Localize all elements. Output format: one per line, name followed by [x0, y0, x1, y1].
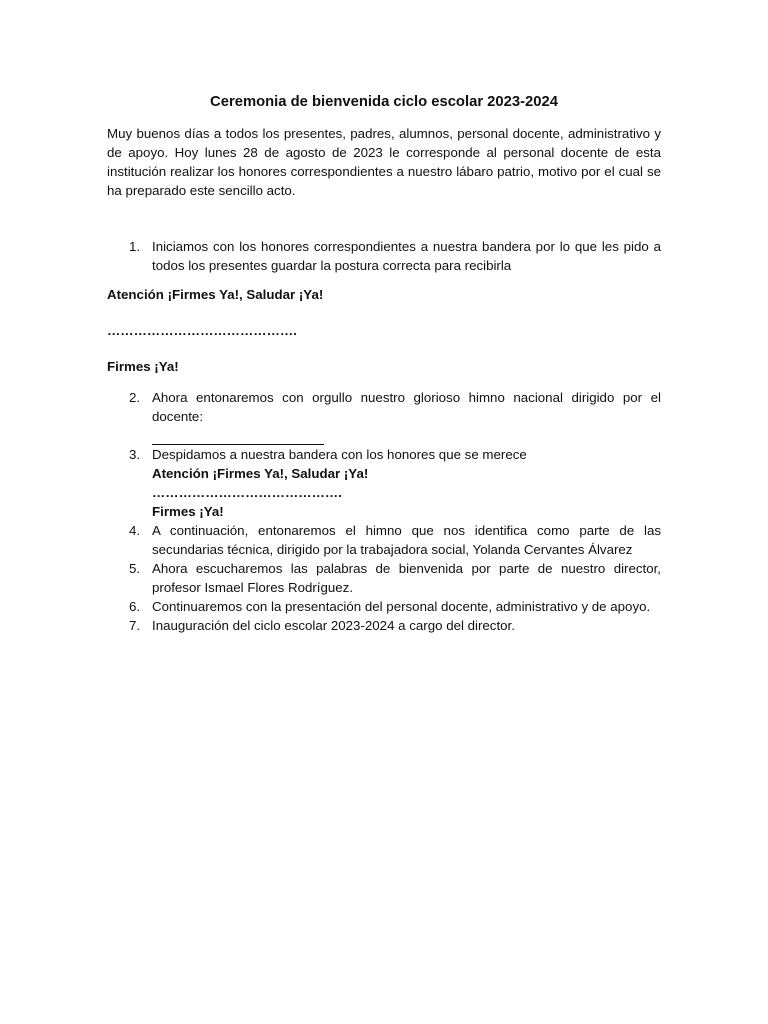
- firmes-command-nested: Firmes ¡Ya!: [152, 504, 224, 519]
- list-item: [107, 388, 661, 426]
- list-item: [107, 445, 661, 464]
- list-item-text: Despidamos a nuestra bandera con los honores que se merece: [152, 447, 527, 462]
- list-item: [107, 597, 661, 616]
- list-item: [107, 237, 661, 275]
- document-title: Ceremonia de bienvenida ciclo escolar 2023-2024: [210, 94, 558, 110]
- signature-blank-row: [107, 426, 661, 445]
- firmes-command: Firmes ¡Ya!: [107, 359, 179, 374]
- list-item-number: 5.: [129, 561, 141, 576]
- list-item-number: 2.: [129, 390, 141, 405]
- list-item: [107, 616, 661, 635]
- intro-paragraph: Muy buenos días a todos los presentes, padres, alumnos, personal docente, administrativo y de apoyo. Hoy lunes 28 de agosto de 2023 le corresponde al personal docente de esta institución realizar los honores correspondientes a nuestro lábaro patrio, motivo por el cual se ha preparado este sencillo acto.: [107, 126, 661, 198]
- list-item-number: 4.: [129, 523, 141, 538]
- list-item-text: A continuación, entonaremos el himno que nos identifica como parte de las secundarias técnica, dirigido por la trabajadora social, Yolanda Cervantes Álvarez: [152, 523, 661, 557]
- ceremony-list-continued: [107, 388, 661, 635]
- docent-name-blank: [152, 430, 324, 445]
- ceremony-list: [107, 237, 661, 275]
- attention-command: Atención ¡Firmes Ya!, Saludar ¡Ya!: [107, 287, 324, 302]
- dots-line-nested: …………………………………….: [152, 485, 342, 500]
- list-item: [107, 521, 661, 559]
- document-content: [107, 92, 661, 635]
- list-item-number: 3.: [129, 447, 141, 462]
- list-item-text: Ahora entonaremos con orgullo nuestro glorioso himno nacional dirigido por el docente:: [152, 390, 661, 424]
- list-item: [107, 559, 661, 597]
- dots-line: …………………………………….: [107, 323, 297, 338]
- list-item-text: Inauguración del ciclo escolar 2023-2024 a cargo del director.: [152, 618, 515, 633]
- attention-command-nested: Atención ¡Firmes Ya!, Saludar ¡Ya!: [152, 466, 369, 481]
- list-item-text: Iniciamos con los honores correspondientes a nuestra bandera por lo que les pido a todos los presentes guardar la postura correcta para recibirla: [152, 239, 661, 273]
- list-item-text: Continuaremos con la presentación del personal docente, administrativo y de apoyo.: [152, 599, 651, 614]
- list-item-number: 7.: [129, 618, 141, 633]
- list-item-number: 1.: [129, 239, 141, 254]
- list-item-text: Ahora escucharemos las palabras de bienvenida por parte de nuestro director, profesor Ismael Flores Rodríguez.: [152, 561, 661, 595]
- list-item-number: 6.: [129, 599, 141, 614]
